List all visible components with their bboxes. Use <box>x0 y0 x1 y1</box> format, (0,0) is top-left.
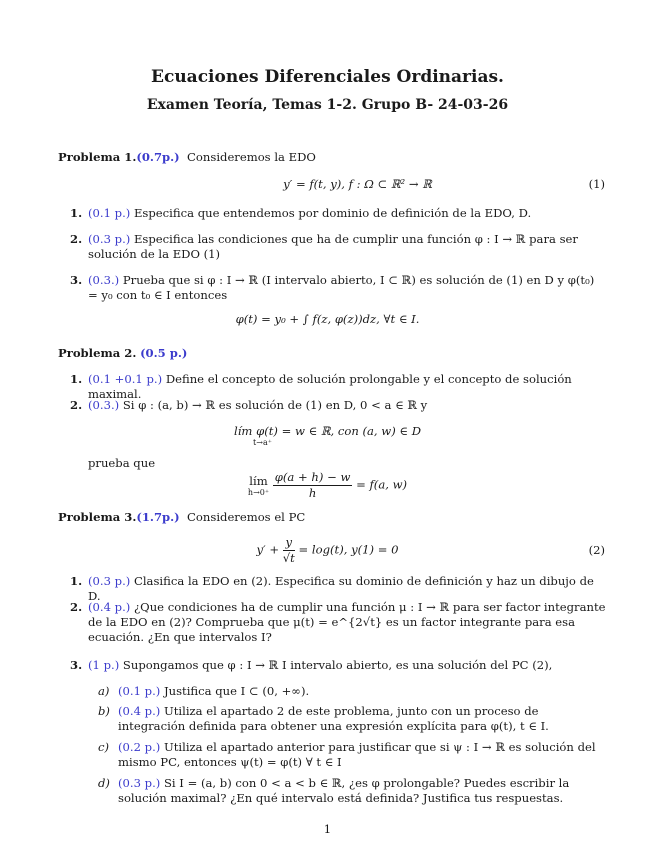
problem-1-intro: Consideremos la EDO <box>187 150 316 164</box>
p1-item-3-text: Prueba que si φ : I → ℝ (I intervalo abierto, I ⊂ ℝ) es solución de (1) en D y φ(t₀) = y₀ con t₀ ∈ I entonces <box>88 273 595 302</box>
p3-item-3-text: Supongamos que φ : I → ℝ I intervalo abierto, es una solución del PC (2), <box>122 658 553 672</box>
equation-2-number: (2) <box>588 543 605 557</box>
p1-item-2-num: 2. <box>70 232 83 246</box>
problem-1-header <box>58 150 618 165</box>
p3-item-3-points: (1 p.) <box>88 658 120 672</box>
equation-limit-1 <box>0 424 655 447</box>
problem-2-header <box>58 346 618 361</box>
problem-3-points: (1.7p.) <box>136 510 180 524</box>
equation-limit-2-sub: h→0⁺ <box>247 488 270 497</box>
p2-item-1-num: 1. <box>70 372 83 386</box>
page-title: Ecuaciones Diferenciales Ordinarias. <box>151 67 504 87</box>
page-number: 1 <box>323 822 332 836</box>
p3-sub-a-label: a) <box>98 684 110 698</box>
p3-sub-d-points: (0.3 p.) <box>118 776 161 790</box>
problem-1-label: Problema 1. <box>58 150 137 164</box>
problem-3-header <box>58 510 618 525</box>
p3-sub-b-text: Utiliza el apartado 2 de este problema, junto con un proceso de integración definida para obtener una expresión explícita para φ(t), t ∈ I. <box>118 704 549 733</box>
p3-item-1-text: Clasifica la EDO en (2). Especifica su dominio de definición y haz un dibujo de D. <box>88 574 594 603</box>
equation-integral <box>0 312 655 327</box>
equation-1 <box>0 177 655 192</box>
p3-item-3-num: 3. <box>70 658 83 672</box>
p3-sub-a-text: Justifica que I ⊂ (0, +∞). <box>163 684 310 698</box>
p3-sub-d-text: Si I = (a, b) con 0 < a < b ∈ ℝ, ¿es φ prolongable? Puedes escribir la solución maximal? ¿En qué intervalo está definida? Justifica tus respuestas. <box>118 776 570 805</box>
p3-sub-c-label: c) <box>98 740 110 754</box>
equation-limit-1-sub: t→a⁺ <box>253 438 272 447</box>
p2-item-1-text: Define el concepto de solución prolongable y el concepto de solución maximal. <box>88 372 572 401</box>
p3-sub-a-points: (0.1 p.) <box>118 684 161 698</box>
equation-limit-1-text: lím φ(t) = w ∈ ℝ, con (a, w) ∈ D <box>233 424 421 438</box>
p3-item-1-num: 1. <box>70 574 83 588</box>
p3-item-2-points: (0.4 p.) <box>88 600 131 614</box>
problem-2-points: (0.5 p.) <box>140 346 188 360</box>
p3-sub-d-label: d) <box>98 776 110 790</box>
p3-item-2-num: 2. <box>70 600 83 614</box>
equation-1-text: y′ = f(t, y), f : Ω ⊂ ℝ² → ℝ <box>283 177 432 191</box>
equation-limit-2-numerator: φ(a + h) − w <box>274 470 351 484</box>
p1-item-2-text: Especifica las condiciones que ha de cumplir una función φ : I → ℝ para ser solución de la EDO (1) <box>88 232 578 261</box>
equation-1-number: (1) <box>588 177 605 191</box>
p2-item-2-text: Si φ : (a, b) → ℝ es solución de (1) en D, 0 < a ∈ ℝ y <box>122 398 428 412</box>
prueba-text: prueba que <box>88 456 156 470</box>
p1-item-1-text: Especifica que entendemos por dominio de definición de la EDO, D. <box>133 206 532 220</box>
p2-item-2-num: 2. <box>70 398 83 412</box>
p3-item-1-points: (0.3 p.) <box>88 574 131 588</box>
equation-integral-text: φ(t) = y₀ + ∫ f(z, φ(z))dz, ∀t ∈ I. <box>235 312 420 326</box>
p2-item-2-points: (0.3.) <box>88 398 120 412</box>
p3-item-2-text: ¿Que condiciones ha de cumplir una función μ : I → ℝ para ser factor integrante de la EDO en (2)? Comprueba que μ(t) = e^{2√t} es un factor integrante para esa ecuación. ¿En que intervalos I? <box>88 600 606 644</box>
equation-limit-2-rhs: = f(a, w) <box>356 477 408 492</box>
p3-sub-c-text: Utiliza el apartado anterior para justificar que si ψ : I → ℝ es solución del mismo PC, entonces ψ(t) = φ(t) ∀ t ∈ I <box>118 740 596 769</box>
problem-1-points: (0.7p.) <box>136 150 180 164</box>
problem-3-intro: Consideremos el PC <box>187 510 306 524</box>
equation-limit-2-lim: lím <box>249 474 268 488</box>
p3-sub-b-label: b) <box>98 704 110 718</box>
equation-2: y′ + $\frac{y}{√t}$ = log(t), y(1) = 0 (2) <box>256 535 605 565</box>
p1-item-1-points: (0.1 p.) <box>88 206 131 220</box>
problem-3-label: Problema 3. <box>58 510 137 524</box>
p3-sub-b-points: (0.4 p.) <box>118 704 161 718</box>
p1-item-3-num: 3. <box>70 273 83 287</box>
p2-item-1-points: (0.1 +0.1 p.) <box>88 372 163 386</box>
p3-sub-c-points: (0.2 p.) <box>118 740 161 754</box>
equation-limit-2-denominator: h <box>308 486 317 500</box>
equation-2-text: = log(t), y(1) = 0 <box>298 542 399 557</box>
p1-item-3-points: (0.3.) <box>88 273 120 287</box>
page-subtitle: Examen Teoría, Temas 1-2. Grupo B- 24-03-26 <box>146 97 509 113</box>
equation-limit-2 <box>0 470 655 501</box>
problem-2-label: Problema 2. <box>58 346 137 360</box>
p1-item-2-points: (0.3 p.) <box>88 232 131 246</box>
p1-item-1-num: 1. <box>70 206 83 220</box>
